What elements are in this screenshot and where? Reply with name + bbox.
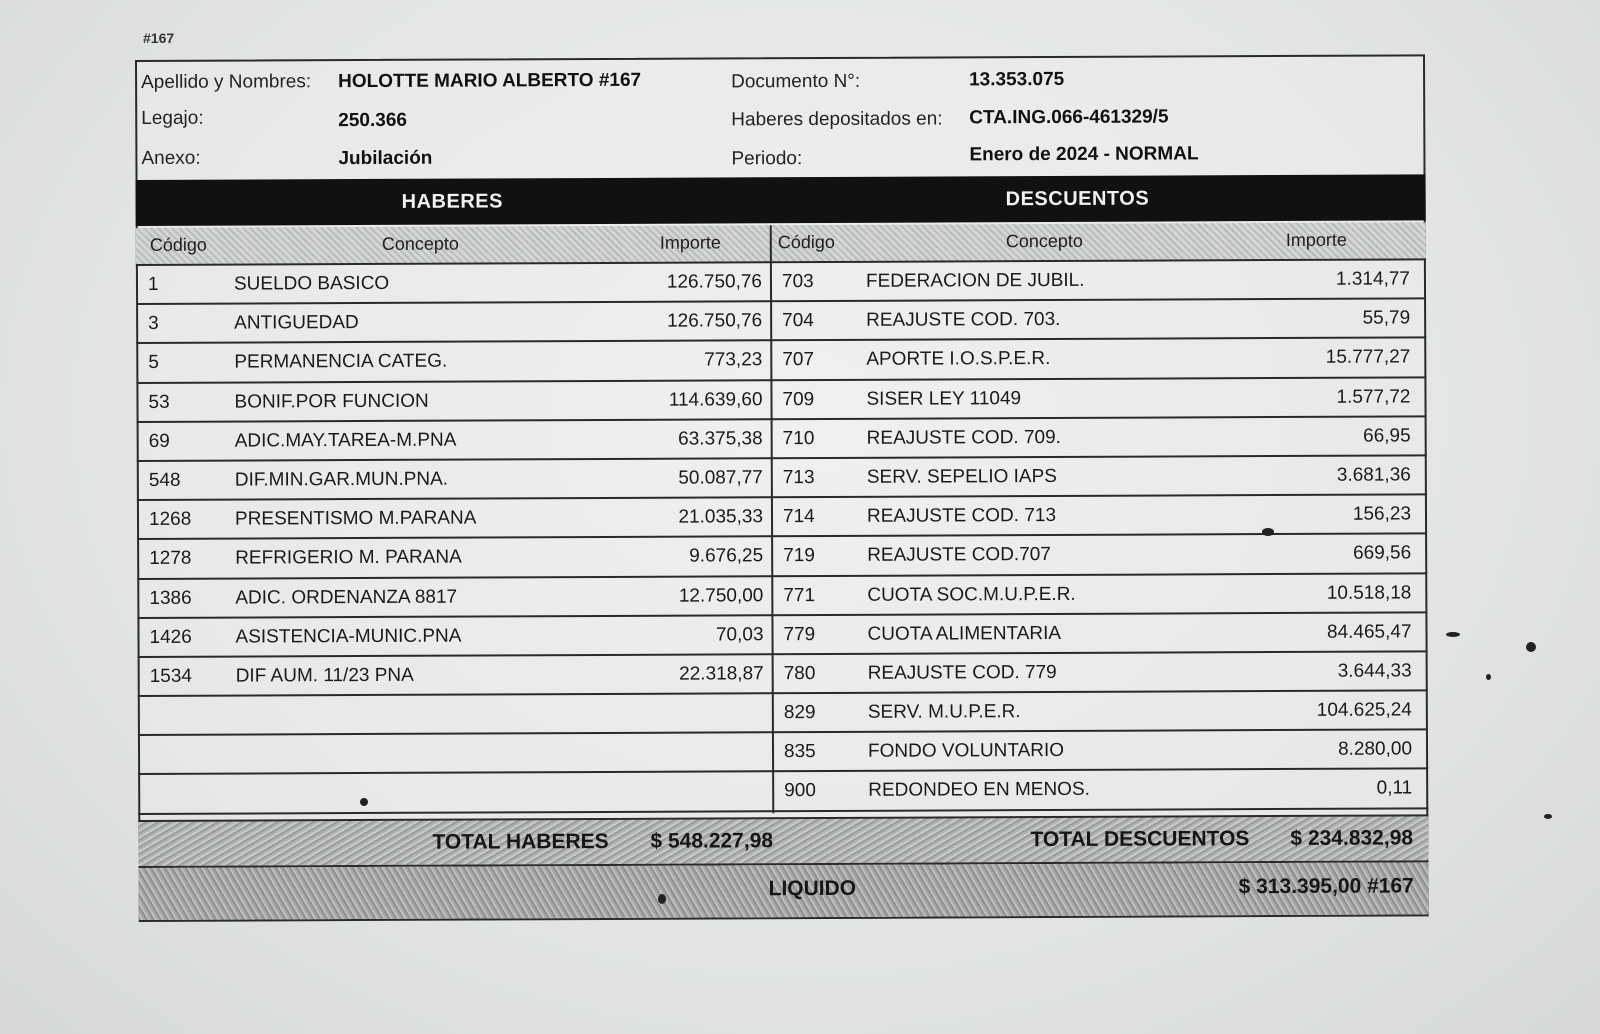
- haberes-code-header: Código: [149, 234, 207, 255]
- descuentos-code-cell: 709: [782, 388, 815, 410]
- table-row: [138, 652, 1428, 697]
- descuentos-amount-cell: 669,56: [1352, 542, 1412, 565]
- haberes-amount-cell: 21.035,33: [678, 506, 764, 528]
- descuentos-concept-header: Concepto: [1005, 230, 1083, 252]
- descuentos-amount-cell: 10.518,18: [1326, 581, 1412, 604]
- liquido-row: [139, 862, 1429, 920]
- descuentos-code-cell: 719: [783, 545, 815, 567]
- totals-row: [138, 814, 1428, 868]
- descuentos-concept-cell: SERV. SEPELIO IAPS: [866, 465, 1057, 488]
- descuentos-code-cell: 707: [782, 349, 815, 371]
- haberes-code-cell: 1: [147, 273, 159, 295]
- table-row: [136, 378, 1426, 423]
- descuentos-amount-cell: 3.681,36: [1336, 464, 1411, 486]
- descuentos-code-header: Código: [777, 231, 835, 253]
- document-reference: #167: [143, 30, 175, 46]
- legajo-value: 250.366: [338, 109, 407, 132]
- ink-speck: [1446, 632, 1460, 637]
- descuentos-amount-header: Importe: [1285, 229, 1347, 250]
- name-value: HOLOTTE MARIO ALBERTO #167: [338, 69, 642, 93]
- table-row: [137, 456, 1427, 501]
- legajo-label: Legajo:: [141, 107, 204, 129]
- haberes-code-cell: 5: [148, 352, 159, 374]
- ink-speck: [1526, 642, 1536, 652]
- periodo-value: Enero de 2024 - NORMAL: [969, 143, 1199, 166]
- haberes-concept-cell: REFRIGERIO M. PARANA: [235, 546, 462, 569]
- haberes-amount-header: Importe: [659, 232, 721, 253]
- descuentos-amount-cell: 0,11: [1376, 777, 1413, 800]
- haberes-concept-cell: ASISTENCIA-MUNIC.PNA: [235, 625, 462, 648]
- descuentos-concept-cell: REAJUSTE COD. 703.: [866, 309, 1061, 331]
- descuentos-amount-cell: 84.465,47: [1326, 621, 1412, 643]
- haberes-code-cell: 3: [148, 313, 159, 335]
- haberes-amount-cell: 70,03: [715, 623, 764, 646]
- anexo-value: Jubilación: [338, 147, 433, 170]
- descuentos-code-cell: 714: [782, 506, 815, 528]
- pay-slip: [135, 54, 1429, 922]
- haberes-heading: HABERES: [401, 190, 503, 213]
- descuentos-amount-cell: 1.314,77: [1335, 268, 1411, 290]
- total-haberes-label: TOTAL HABERES: [432, 829, 609, 854]
- descuentos-amount-cell: 1.577,72: [1336, 386, 1411, 408]
- total-haberes-value: $ 548.227,98: [650, 829, 774, 853]
- descuentos-amount-cell: 104.625,24: [1316, 699, 1412, 721]
- haberes-amount-cell: 22.318,87: [679, 663, 764, 685]
- liquido-label: LIQUIDO: [768, 876, 857, 901]
- haberes-concept-cell: PRESENTISMO M.PARANA: [234, 507, 477, 530]
- name-label: Apellido y Nombres:: [141, 71, 312, 93]
- descuentos-concept-cell: CUOTA ALIMENTARIA: [867, 622, 1062, 645]
- descuentos-concept-cell: APORTE I.O.S.P.E.R.: [866, 348, 1051, 371]
- descuentos-heading: DESCUENTOS: [1005, 187, 1150, 211]
- table-row: [136, 339, 1426, 384]
- table-row: [137, 495, 1427, 540]
- descuentos-concept-cell: REAJUSTE COD.707: [867, 544, 1051, 567]
- haberes-concept-header: Concepto: [381, 233, 459, 254]
- descuentos-concept-cell: SERV. M.U.P.E.R.: [867, 701, 1021, 723]
- haberes-code-cell: 1534: [149, 665, 193, 687]
- descuentos-amount-cell: 66,95: [1363, 425, 1411, 447]
- descuentos-code-cell: 900: [784, 780, 816, 802]
- ink-speck: [1262, 528, 1274, 536]
- descuentos-concept-cell: SISER LEY 11049: [866, 387, 1022, 410]
- haberes-concept-cell: ANTIGUEDAD: [234, 312, 359, 334]
- ink-speck: [658, 894, 666, 904]
- haberes-concept-cell: BONIF.POR FUNCION: [234, 390, 429, 413]
- descuentos-code-cell: 704: [782, 310, 814, 332]
- column-header-row: [136, 222, 1426, 266]
- haberes-code-cell: 1278: [149, 548, 192, 570]
- concepts-table: [136, 260, 1428, 814]
- table-row: [138, 770, 1428, 815]
- descuentos-amount-cell: 15.777,27: [1325, 346, 1411, 369]
- haberes-amount-cell: 63.375,38: [678, 428, 763, 450]
- deposit-value: CTA.ING.066-461329/5: [969, 106, 1169, 129]
- table-row: [138, 731, 1428, 776]
- haberes-concept-cell: DIF.MIN.GAR.MUN.PNA.: [234, 468, 449, 491]
- haberes-amount-cell: 114.639,60: [668, 388, 763, 411]
- haberes-amount-cell: 773,23: [704, 349, 763, 371]
- periodo-label: Periodo:: [731, 148, 803, 170]
- table-row: [137, 574, 1427, 619]
- haberes-amount-cell: 9.676,25: [689, 545, 764, 567]
- haberes-code-cell: 1426: [149, 626, 192, 648]
- descuentos-amount-cell: 156,23: [1352, 503, 1412, 525]
- descuentos-concept-cell: REAJUSTE COD. 709.: [866, 426, 1061, 449]
- descuentos-code-cell: 829: [783, 702, 816, 724]
- descuentos-concept-cell: REAJUSTE COD. 779: [867, 661, 1057, 684]
- descuentos-code-cell: 703: [781, 271, 814, 293]
- descuentos-concept-cell: REAJUSTE COD. 713: [866, 505, 1057, 527]
- haberes-amount-cell: 126.750,76: [666, 271, 763, 293]
- haberes-amount-cell: 50.087,77: [678, 467, 763, 489]
- haberes-code-cell: 1268: [148, 508, 192, 531]
- descuentos-concept-cell: FONDO VOLUNTARIO: [867, 740, 1065, 763]
- haberes-amount-cell: 12.750,00: [678, 584, 764, 607]
- descuentos-code-cell: 771: [783, 584, 816, 606]
- descuentos-amount-cell: 55,79: [1362, 307, 1411, 329]
- document-label: Documento N°:: [731, 70, 861, 93]
- descuentos-amount-cell: 3.644,33: [1337, 660, 1412, 682]
- descuentos-code-cell: 780: [783, 662, 816, 685]
- ink-speck: [360, 798, 368, 806]
- descuentos-code-cell: 710: [782, 427, 815, 449]
- haberes-code-cell: 69: [148, 430, 170, 452]
- table-row: [136, 260, 1426, 305]
- descuentos-concept-cell: FEDERACION DE JUBIL.: [865, 269, 1085, 292]
- haberes-concept-cell: PERMANENCIA CATEG.: [234, 351, 448, 373]
- descuentos-concept-cell: REDONDEO EN MENOS.: [868, 779, 1090, 802]
- descuentos-code-cell: 835: [783, 741, 816, 763]
- total-descuentos-value: $ 234.832,98: [1290, 826, 1414, 850]
- deposit-label: Haberes depositados en:: [731, 108, 943, 131]
- descuentos-amount-cell: 8.280,00: [1338, 738, 1413, 761]
- ink-speck: [1486, 674, 1491, 680]
- haberes-code-cell: 53: [148, 391, 170, 413]
- table-row: [137, 613, 1427, 658]
- descuentos-code-cell: 779: [783, 623, 816, 645]
- table-row: [136, 300, 1426, 345]
- total-descuentos-label: TOTAL DESCUENTOS: [1030, 827, 1250, 852]
- haberes-concept-cell: DIF AUM. 11/23 PNA: [235, 664, 414, 687]
- haberes-concept-cell: ADIC.MAY.TAREA-M.PNA: [234, 429, 457, 452]
- haberes-concept-cell: ADIC. ORDENANZA 8817: [235, 586, 458, 609]
- liquido-value: $ 313.395,00 #167: [1238, 874, 1414, 899]
- descuentos-concept-cell: CUOTA SOC.M.U.P.E.R.: [867, 583, 1076, 606]
- haberes-amount-cell: 126.750,76: [667, 310, 763, 332]
- haberes-code-cell: 548: [148, 469, 181, 491]
- ink-speck: [1544, 814, 1552, 819]
- descuentos-code-cell: 713: [782, 466, 815, 489]
- section-header-bar: [136, 174, 1426, 226]
- table-row: [137, 535, 1427, 580]
- haberes-code-cell: 1386: [149, 587, 192, 609]
- haberes-concept-cell: SUELDO BASICO: [233, 272, 390, 295]
- table-row: [138, 691, 1428, 736]
- table-row: [137, 417, 1427, 462]
- document-value: 13.353.075: [969, 68, 1065, 91]
- anexo-label: Anexo:: [141, 147, 201, 169]
